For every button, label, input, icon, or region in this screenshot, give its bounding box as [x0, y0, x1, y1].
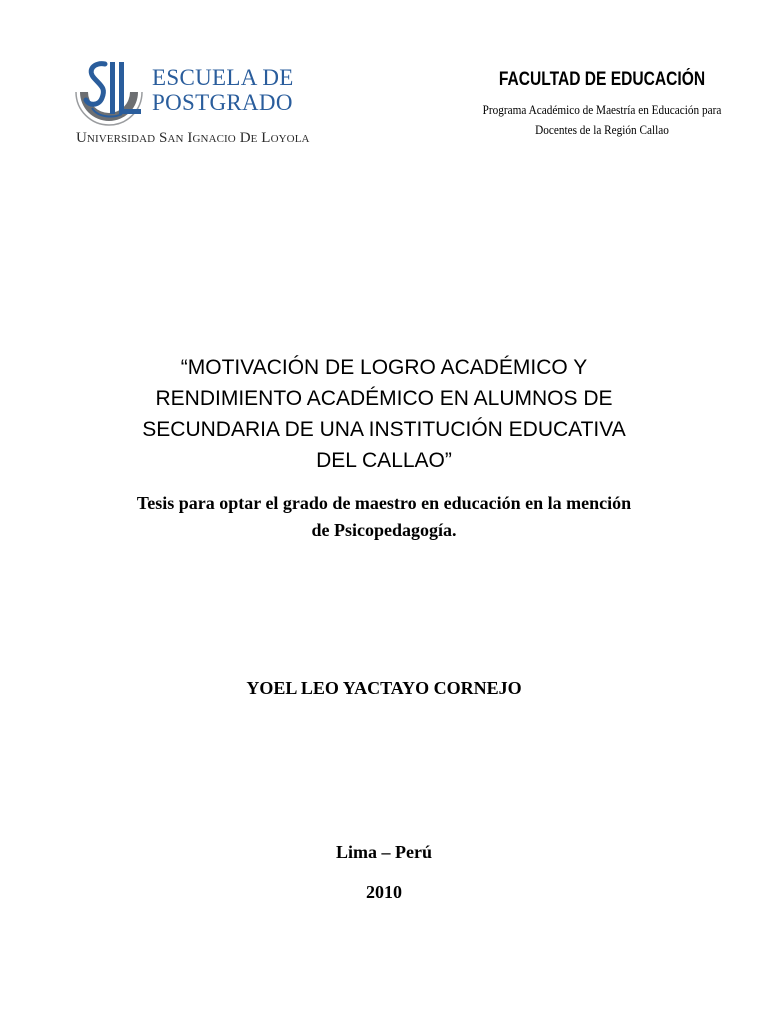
program-line: Programa Académico de Maestría en Educación para	[482, 103, 722, 117]
year: 2010	[366, 882, 402, 902]
subtitle-line: Tesis para optar el grado de maestro en educación en la mención	[136, 493, 632, 513]
place: Lima – Perú	[336, 842, 432, 862]
faculty-title: FACULTAD DE EDUCACIÓN	[498, 69, 706, 90]
title-line: RENDIMIENTO ACADÉMICO EN ALUMNOS DE	[155, 387, 613, 410]
faculty-header	[452, 66, 752, 140]
logo-text-escuela: ESCUELA DE	[152, 65, 294, 90]
title-line: SECUNDARIA DE UNA INSTITUCIÓN EDUCATIVA	[142, 418, 626, 441]
program-description	[467, 100, 737, 140]
sil-monogram-icon	[72, 56, 146, 128]
author-name: YOEL LEO YACTAYO CORNEJO	[246, 678, 522, 698]
program-line: Docentes de la Región Callao	[535, 123, 669, 137]
school-logo	[72, 56, 310, 156]
logo-text-postgrado: POSTGRADO	[152, 90, 293, 115]
title-line: “MOTIVACIÓN DE LOGRO ACADÉMICO Y	[180, 356, 588, 379]
university-name: Universidad San Ignacio De Loyola	[76, 130, 310, 146]
thesis-subtitle	[70, 490, 698, 544]
subtitle-line: de Psicopedagogía.	[311, 520, 457, 540]
title-line: DEL CALLAO”	[316, 449, 452, 472]
thesis-title	[70, 352, 698, 476]
